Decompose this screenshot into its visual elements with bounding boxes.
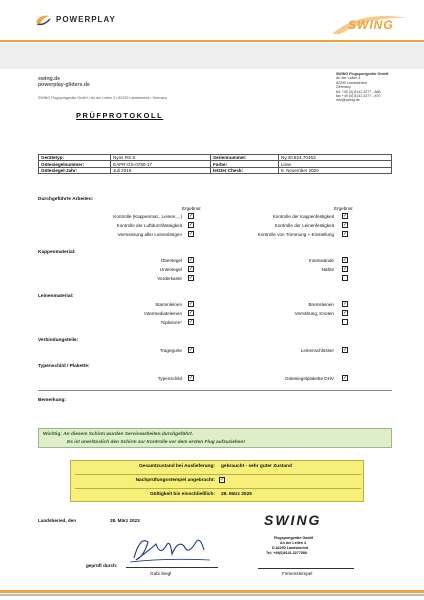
stamp-line [258,568,354,569]
typenschild-left-checkbox[interactable]: ✓ [189,375,194,381]
section-kappe-title: Kappenmaterial: [38,250,76,255]
kappe-left-label-0: Obersegel [160,258,182,263]
footer-stripe-orange [0,590,424,593]
arbeiten-right-checkbox-1[interactable]: ✓ [343,222,348,228]
verbindung-right-label: Leinenschlösser [300,348,334,353]
ort-label: Landsberied, den [38,518,77,523]
typenschild-right-checkbox[interactable]: ✓ [343,375,348,381]
kappe-left-label-2: Vorderkante [157,276,182,281]
zustand-value: gebraucht - sehr guter Zustand [221,464,292,469]
notice-line2: Es ist unerlässlich den Schirm zur Kontrolle vor dem ersten Flug aufzuziehen! [67,440,246,445]
label-guetesiegelnr: Gütesiegelnummer: [39,161,111,167]
arbeiten-right-label-2: Kontrolle von Trimmung + Einstellung [257,232,334,237]
inspector-name: Gabi Siegl [150,571,172,576]
kappe-right-checkbox-0[interactable]: ✓ [343,257,348,263]
swing-logo-text: SWING [348,18,394,32]
stempel-checkbox[interactable]: ✓ [220,477,225,483]
kappe-left-checkbox-1[interactable]: ✓ [189,266,194,272]
ergebnis-header-right: Ergebnis: [334,206,354,211]
label-geraetetyp: Gerätetyp: [39,155,111,161]
firmenstempel-label: Firmenstempel [282,571,313,576]
arbeiten-left-checkbox-2[interactable]: ✓ [189,231,194,237]
company-tel: tel. +49 (0) 8141 3277 - 888 [336,89,381,94]
section-verbindung-title: Verbindungsteile: [38,338,79,343]
arbeiten-right-label-1: Kontrolle der Leinenfestigkeit [274,223,334,228]
verbindung-right-checkbox[interactable]: ✓ [343,347,348,353]
powerplay-logo-text: POWERPLAY [56,15,116,24]
stamp-line-3: Tel: +49(0)8141-3277888 [266,551,307,555]
verbindung-left-checkbox[interactable]: ✓ [189,347,194,353]
zustand-label: Gesamtzustand bei Auslieferung: [138,464,215,469]
label-letzter-check: letzter Check: [211,167,279,173]
typenschild-left-label: Typenschild [157,376,182,381]
info-row [39,167,392,173]
web-link-powerplay[interactable]: powerplay-gliders.de [38,82,90,88]
kappe-left-checkbox-2[interactable]: ✓ [189,275,194,281]
section-typenschild-title: Typenschild / Plakette: [38,364,90,369]
kappe-right-checkbox-1[interactable]: ✓ [343,266,348,272]
leinen-right-label-1: Vernähung, Knoten [294,311,334,316]
label-seriennummer: Seriennummer: [211,155,279,161]
leinen-right-checkbox-0[interactable]: ✓ [343,301,348,307]
arbeiten-right-checkbox-0[interactable]: ✓ [343,213,348,219]
leinen-right-label-0: Bremsleinen [308,302,334,307]
arbeiten-left-checkbox-1[interactable]: ✓ [189,222,194,228]
device-info-table [38,154,392,174]
signature-icon [126,532,216,566]
swing-logo [330,14,410,36]
value-guetesiegelnr: EAPR-GS-0780-17 [111,161,211,167]
leinen-left-checkbox-2[interactable]: ✓ [189,319,194,325]
value-seriennummer: Ny.30.824.70453 [279,155,392,161]
signature [126,532,216,566]
company-stamp [258,512,354,564]
kappe-left-checkbox-0[interactable]: ✓ [189,257,194,263]
gueltig-value: 28. März 2025 [221,492,252,497]
summary-box [70,460,364,502]
stamp-logo: SWING [264,512,322,528]
arbeiten-right-label-0: Kontrolle der Kappenfestigkeit [272,214,334,219]
arbeiten-right-checkbox-2[interactable]: ✓ [343,231,348,237]
page-title: PRÜFPROTOKOLL [76,111,164,120]
header-band [0,40,424,42]
leinen-left-label-1: Intermediateleinen [144,311,182,316]
arbeiten-left-checkbox-0[interactable]: ✓ [189,213,194,219]
web-link-swing[interactable]: swing.de [38,76,61,82]
stamp-line-0: Flugsportgeräte GmbH [274,536,314,540]
stempel-label: Nachprüfungsstempel angebracht: [135,478,215,483]
stamp-line-2: D-82290 Landsberied [272,546,309,550]
leinen-left-checkbox-0[interactable]: ✓ [189,301,194,307]
divider [38,390,392,391]
value-geraetetyp: Nyos RS S [111,155,211,161]
footer-stripe-grey [0,594,424,596]
powerplay-logo [34,12,124,28]
gueltig-label: Gültigkeit bis einschließlich: [149,492,215,497]
header-band-grey [0,43,424,69]
company-fax: fax +49 (0) 8141 3277 - 870 [336,94,381,99]
value-letzter-check: 9. November 2020 [279,167,392,173]
arbeiten-left-label-0: Kontrolle (Kappenmat., Leinen,...) [113,214,182,219]
stamp-line-1: An der Leiten 4 [280,541,306,545]
label-guetesiegeljahr: Gütesiegel-Jahr: [39,167,111,173]
kappe-left-label-1: Untersegel [159,267,182,272]
ergebnis-header-left: Ergebnis: [182,206,202,211]
typenschild-right-label: Gütesiegelplakette DHV [284,376,334,381]
date-value: 28. März 2023 [110,518,140,523]
value-guetesiegeljahr: Juli 2018 [111,167,211,173]
leinen-left-label-0: Stammleinen [155,302,182,307]
leinen-left-checkbox-1[interactable]: ✓ [189,310,194,316]
leinen-left-label-2: Topleinen* [160,320,182,325]
company-city: 82290 Landsberied [336,80,367,85]
company-name: SWING Flugsportgeräte GmbH [336,72,389,76]
company-address [336,72,422,103]
leinen-right-checkbox-2[interactable] [342,319,348,325]
section-leinen-title: Leinenmaterial: [38,294,74,299]
geprueft-label: geprüft durch: [86,563,118,568]
arbeiten-left-label-2: Vermessung aller Leinenlängen [117,232,182,237]
notice-box [38,428,392,448]
powerplay-swirl-icon [34,12,52,28]
company-email[interactable]: info@swing.de [336,98,360,103]
label-farbe: Farbe: [211,161,279,167]
company-street: An der Leiten 4 [336,76,361,81]
value-farbe: Lime [279,161,392,167]
sender-line: SWING Flugsportgeräte GmbH • An der Leiten 4 • 82290 Landsberied • Germany [38,96,168,100]
notice-line1: An diesem Schirm wurden Servicearbeiten durchgeführt. [63,432,194,437]
leinen-right-checkbox-1[interactable]: ✓ [343,310,348,316]
bemerkung-label: Bemerkung: [38,398,66,403]
kappe-right-label-0: Innenwände [308,258,334,263]
arbeiten-left-label-1: Kontrolle der Luftdurchlässigkeit [116,223,182,228]
company-country: Germany [336,85,351,90]
verbindung-left-label: Tragegurte [159,348,182,353]
signature-line [126,567,218,568]
kappe-right-label-1: Nähte [321,267,334,272]
kappe-right-checkbox-2[interactable] [342,275,348,281]
section-arbeiten-title: Durchgeführte Arbeiten: [38,197,94,202]
notice-prefix: Wichtig: [43,432,62,437]
